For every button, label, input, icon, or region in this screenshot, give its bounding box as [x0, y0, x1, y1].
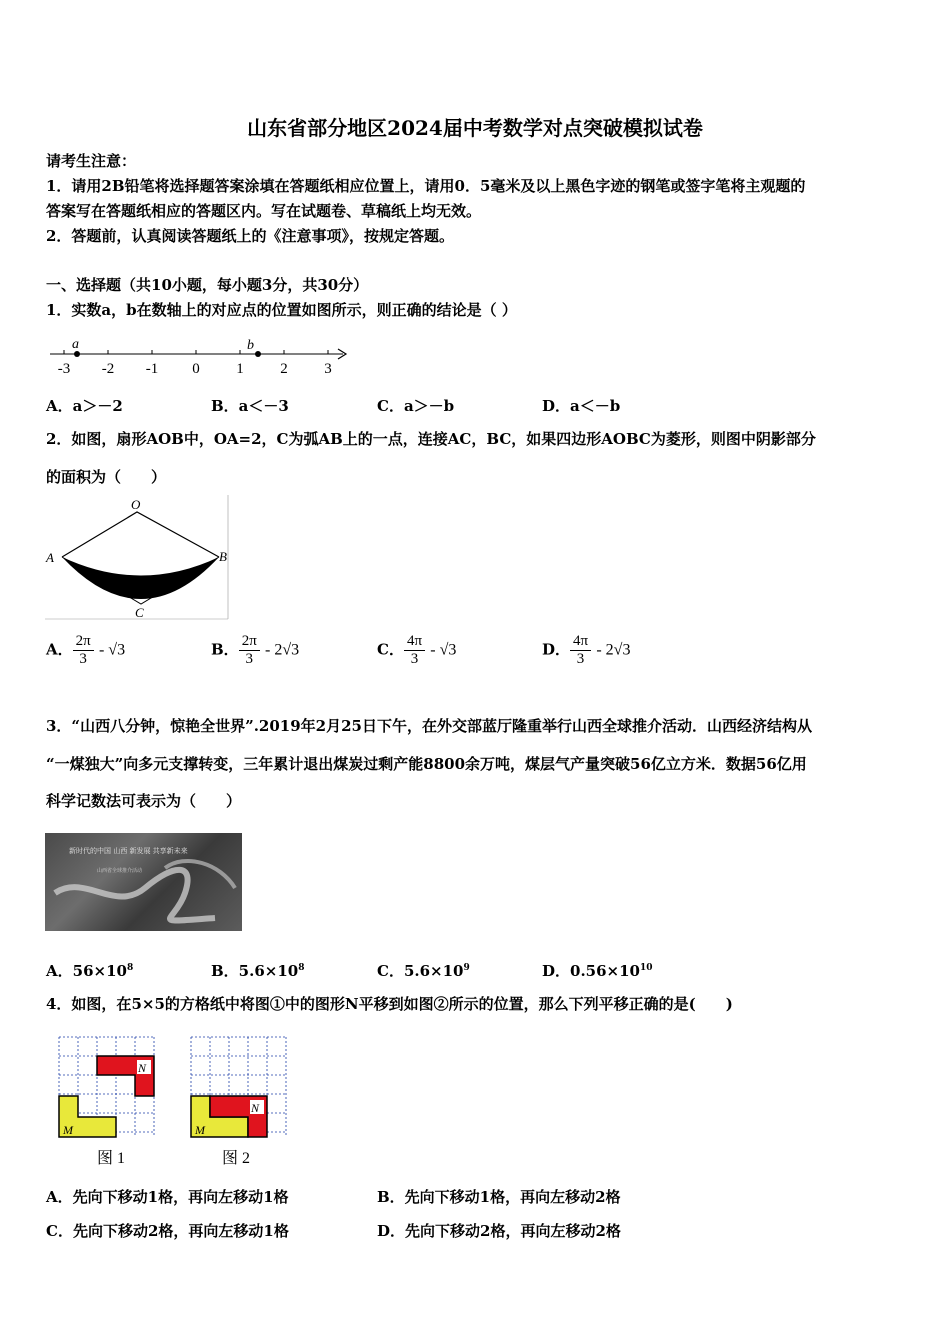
tick-label: 1 [236, 361, 244, 377]
grid-figure-2 [187, 1033, 297, 1171]
point-b-marker [255, 351, 261, 357]
fraction: $\frac{4\pi}{3}$ [570, 633, 591, 668]
q4-option-a[interactable]: A．先向下移动1格，再向左移动1格 [46, 1188, 289, 1206]
notice-line-1a: 1．请用2B铅笔将选择题答案涂填在答题纸相应位置上，请用0．5毫米及以上黑色字迹的钢笔或签字笔将主观题的 [46, 177, 806, 195]
label-m: M [195, 1123, 205, 1137]
q3-option-b[interactable]: B．$5.6\times 10^8$ [211, 962, 305, 980]
option-letter: B． [211, 640, 239, 659]
notice-line-2: 2．答题前，认真阅读答题纸上的《注意事项》，按规定答题。 [46, 227, 454, 245]
q2-option-a[interactable] [46, 633, 125, 668]
notice-line-1b: 答案写在答题纸相应的答题区内。写在试题卷、草稿纸上均无效。 [46, 202, 482, 220]
label-n: N [138, 1061, 147, 1075]
expression-tail: - √3 [430, 641, 457, 659]
label-n: N [251, 1101, 260, 1115]
q4-option-c[interactable]: C．先向下移动2格，再向左移动1格 [46, 1222, 289, 1240]
expression-tail: - 2√3 [265, 641, 300, 659]
point-b-label: b [247, 338, 254, 353]
figure-1-caption: 图 1 [97, 1150, 126, 1167]
tick-label: 0 [192, 361, 200, 377]
photo-caption: 新时代的中国 山西 新发展 共享新未来 [69, 847, 188, 855]
fraction: $\frac{2\pi}{3}$ [239, 633, 260, 668]
figure-2-caption: 图 2 [222, 1150, 251, 1167]
q1-option-a[interactable]: A．a＞－2 [46, 397, 123, 415]
label-a: A [46, 550, 54, 565]
fraction: $\frac{2\pi}{3}$ [73, 633, 94, 668]
label-c: C [135, 605, 144, 620]
label-m: M [63, 1123, 73, 1137]
q1-option-b[interactable]: B．a＜－3 [211, 397, 289, 415]
q1-option-c[interactable]: C．a＞－b [377, 397, 455, 415]
q4-option-b[interactable]: B．先向下移动1格，再向左移动2格 [377, 1188, 621, 1206]
q3-option-a[interactable]: A．$56\times 10^8$ [46, 962, 134, 980]
option-letter: C． [377, 640, 404, 659]
question-2-stem-2: 的面积为（ ） [46, 468, 167, 486]
q2-option-d[interactable] [542, 633, 630, 668]
notice-heading: 请考生注意： [46, 152, 137, 170]
number-line-figure [46, 333, 356, 381]
sector-radii [62, 512, 219, 557]
grid-figure-1 [55, 1033, 165, 1171]
sector-figure [44, 494, 234, 624]
tick-label: -2 [101, 361, 115, 377]
q4-option-d[interactable]: D．先向下移动2格，再向左移动2格 [377, 1222, 621, 1240]
tick-label: 2 [280, 361, 288, 377]
shaded-region [62, 557, 219, 599]
section-heading: 一、选择题（共10小题，每小题3分，共30分） [46, 276, 369, 294]
question-3-stem-3: 科学记数法可表示为（ ） [46, 792, 242, 810]
page-title: 山东省部分地区2024届中考数学对点突破模拟试卷 [247, 116, 703, 140]
option-letter: D． [542, 640, 571, 659]
question-3-stem-1: 3．“山西八分钟，惊艳全世界”.2019年2月25日下午，在外交部蓝厅隆重举行山西全球推介活动．山西经济结构从 [46, 717, 812, 735]
fraction: $\frac{4\pi}{3}$ [404, 633, 425, 668]
q1-option-d[interactable]: D．a＜－b [542, 397, 621, 415]
question-2-stem-1: 2．如图，扇形AOB中，OA=2，C为弧AB上的一点，连接AC，BC，如果四边形AOBC为菱形，则图中阴影部分 [46, 430, 816, 448]
tick-label: 3 [324, 361, 332, 377]
expression-tail: - 2√3 [596, 641, 631, 659]
option-letter: A． [46, 640, 73, 659]
question-4-stem: 4．如图，在5×5的方格纸中将图①中的图形N平移到如图②所示的位置，那么下列平移正确的是( ) [46, 995, 733, 1013]
q2-option-b[interactable] [211, 633, 299, 668]
q3-option-d[interactable]: D．$0.56\times 10^{10}$ [542, 962, 653, 980]
label-o: O [131, 497, 141, 512]
question-3-stem-2: “一煤独大”向多元支撑转变，三年累计退出煤炭过剩产能8800余万吨，煤层气产量突破56亿立方米．数据56亿用 [46, 755, 807, 773]
promo-photo [45, 833, 242, 931]
tick-label: -1 [145, 361, 159, 377]
expression-tail: - √3 [98, 641, 126, 659]
label-b: B [219, 549, 227, 564]
q2-option-c[interactable] [377, 633, 456, 668]
q3-option-c[interactable]: C．$5.6\times 10^9$ [377, 962, 470, 980]
photo-subcaption: 山西省全球推介活动 [97, 868, 143, 874]
point-a-label: a [72, 337, 79, 352]
question-1-stem: 1．实数a，b在数轴上的对应点的位置如图所示，则正确的结论是（ ） [46, 301, 517, 319]
tick-label: -3 [57, 361, 71, 377]
